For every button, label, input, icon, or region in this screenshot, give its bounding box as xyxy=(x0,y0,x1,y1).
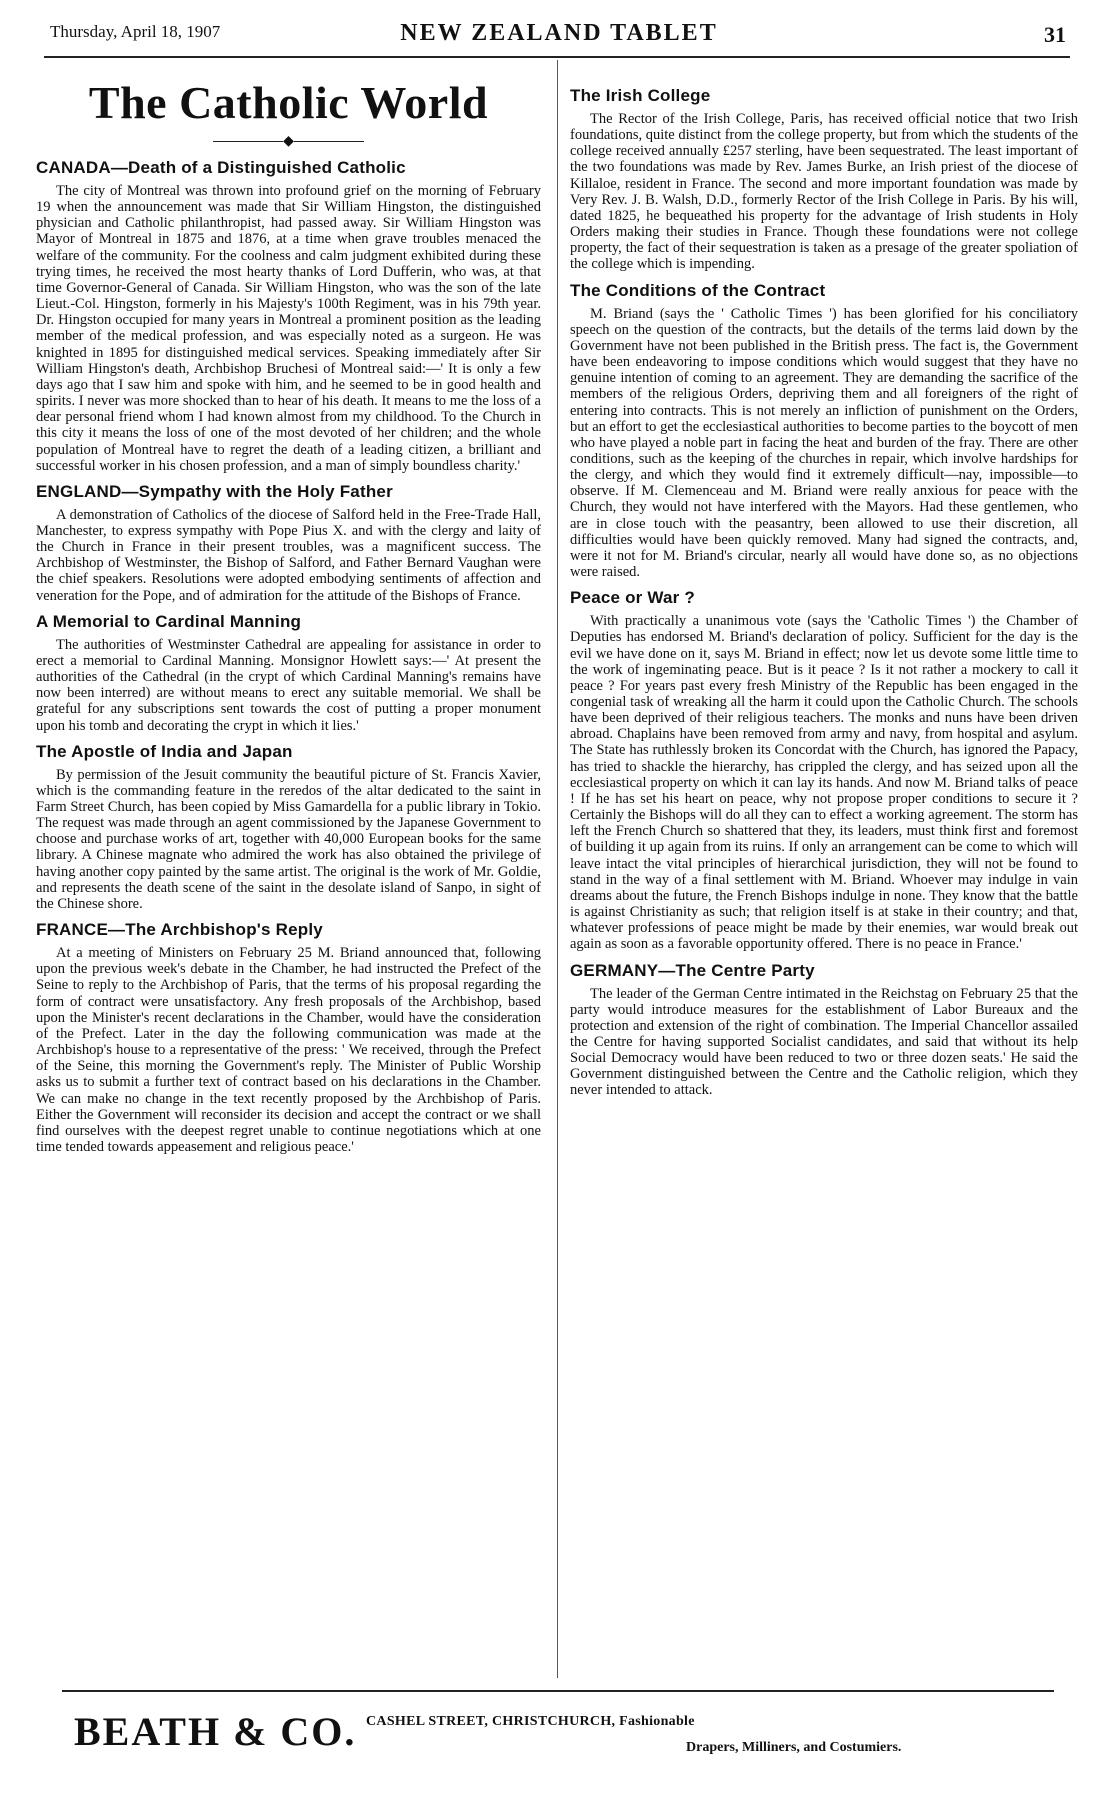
article-body: A demonstration of Catholics of the diocese of Salford held in the Free-Trade Hall, Manchester, to express sympathy with Pope Pius X. and with the clergy and laity of the Church in France in their present troubles, was a magnificent success. The Archbishop of Westminster, the Bishop of Salford, and Father Bernard Vaughan were the chief speakers. Resolutions were adopted embodying sentiments of affection and veneration for the Pope, and of admiration for the attitude of the Bishops of France. xyxy=(36,506,541,604)
article-heading: The Conditions of the Contract xyxy=(570,280,826,300)
article-france xyxy=(36,920,541,1155)
article-body: At a meeting of Ministers on February 25 M. Briand announced that, following upon the previous week's debate in the Chamber, he had instructed the Prefect of the Seine to reply to the Archbishop of Paris, that the terms of his proposal regarding the form of contract were unsatisfactory. Any fresh proposals of the Archbishop, based upon the Minister's recent declarations in the Chamber, would have the consideration of the Prefect. Later in the day the following communication was made at the Archbishop's house to a representative of the press: ' We received, through the Prefect of the Seine, this morning the Government's reply. The Minister of Public Worship asks us to submit a further text of contract based on his declarations in the Chamber. We can make no change in the text recently proposed by the Archbishop of Paris. Either the Government will reconsider its decision and accept the contract or we shall find ourselves with the deepest regret unable to continue negotiations which at one time tended towards appeasement and religious peace.' xyxy=(36,945,541,1155)
article-peace xyxy=(570,588,1078,952)
ornament-divider xyxy=(36,133,541,150)
article-contract xyxy=(570,281,1078,581)
article-heading: ENGLAND—Sympathy with the Holy Father xyxy=(36,481,393,501)
article-body: The Rector of the Irish College, Paris, has received official notice that two Irish foundations, quite distinct from the college property, but from which the students of the college received annually £257 sterling, have been sequestrated. The least important of the two foundations was made by Rev. James Burke, an Irish priest of the diocese of Killaloe, resident in France. The second and more important foundation was made by Very Rev. J. B. Walsh, D.D., formerly Rector of the Irish College in Paris. By his will, dated 1825, he bequeathed his property for the advantage of Irish students in Holy Orders making their studies in France. Though these foundations were not college property, the fact of their sequestration is taken as a presage of the greater spoliation of the college which is impending. xyxy=(570,111,1078,273)
publication-title: NEW ZEALAND TABLET xyxy=(400,20,718,46)
section-masthead: The Catholic World xyxy=(88,77,489,128)
article-irish-college xyxy=(570,86,1078,273)
article-heading: The Apostle of India and Japan xyxy=(36,741,293,761)
right-column xyxy=(570,78,1078,1103)
article-body: M. Briand (says the ' Catholic Times ') has been glorified for his conciliatory speech on the question of the contracts, but the details of the terms laid down by the Government have not been published in the British press. The fact is, the Government have been endeavoring to impose conditions which would suggest that they have no genuine intention of coming to an agreement. They are demanding the sacrifice of the members of the religious Orders, depriving them and all foreigners of the right of entering into contracts. This is not merely an infliction of punishment on the Orders, but an effort to get the ecclesiastical authorities to become parties to the boycott of men who have played a noble part in facing the heat and burden of the fray. There are other conditions, such as the keeping of the churches in repair, which involve hardships for the clergy, and which they would find it extremely difficult—nay, impossible—to observe. If M. Clemenceau and M. Briand were really anxious for peace with the Church, they would not have interfered with the Mayors. Had these gentlemen, who are in close touch with the peasantry, been allowed to use their discretion, all difficulties would have been quickly removed. Many had signed the contracts, and, were it not for M. Briand's circular, nearly all would have done so, as no objections were raised. xyxy=(570,305,1078,581)
advertisement-footer xyxy=(62,1690,1054,1772)
header-rule xyxy=(44,56,1070,58)
article-germany xyxy=(570,961,1078,1099)
article-apostle xyxy=(36,742,541,912)
article-heading: A Memorial to Cardinal Manning xyxy=(36,611,302,631)
article-body: With practically a unanimous vote (says the 'Catholic Times ') the Chamber of Deputies has endorsed M. Briand's declaration of policy. Sufficient for the day is the evil we have done on it, says M. Briand in effect; now let us devote some little time to the work of ingeminating peace. But is it peace ? Is it not rather a mockery to call it peace ? For years past every fresh Ministry of the Republic has been engaged in the congenial task of wreaking all the harm it could upon the Catholic Church. The schools have been deprived of their religious teachers. The monks and nuns have been driven abroad. Chaplains have been removed from army and navy, from hospital and asylum. The State has ruthlessly broken its Concordat with the Church, has ignored the Papacy, has tried to shackle the hierarchy, has crippled the clergy, and has seized upon all the ecclesiastical property on which it can lay its hands. And now M. Briand talks of peace ! If he has set his heart on peace, why not propose proper conditions to secure it ? Certainly the Bishops will do all they can to effect a working agreement. The storm has left the French Church so shattered that they, its leaders, must think first and foremost of building it up again from its ruins. If only an arrangement can be come to which will leave intact the vital principles of hierarchical jurisdiction, they will not be found to stand in the way of a final settlement with M. Briand. Whoever may indulge in vain dreams about the future, the French Bishops indulge in none. They know that the battle is against Christianity as such; that religion itself is at stake in their country; and that, whatever professions of peace might be made by their enemies, war would break out again as soon as a favorable opportunity offered. There is no peace in France.' xyxy=(570,613,1078,953)
article-heading: The Irish College xyxy=(570,86,711,105)
diamond-icon: ◆ xyxy=(283,134,294,149)
running-head xyxy=(44,18,1074,58)
column-divider xyxy=(557,60,558,1678)
article-heading: FRANCE—The Archbishop's Reply xyxy=(36,920,323,940)
article-manning xyxy=(36,612,541,734)
article-body: The authorities of Westminster Cathedral are appealing for assistance in order to erect a memorial to Cardinal Manning. Monsignor Howlett says:—' At present the authorities of the Cathedral (in the crypt of which Cardinal Manning's remains have now been interred) are without means to erect any suitable memorial. We shall be grateful for any subscriptions sent towards the cost of putting a proper monument upon his tomb and decorating the crypt in which it lies.' xyxy=(36,636,541,734)
article-heading: GERMANY—The Centre Party xyxy=(570,960,815,980)
article-heading: CANADA—Death of a Distinguished Catholic xyxy=(36,158,406,177)
article-body: By permission of the Jesuit community the beautiful picture of St. Francis Xavier, which is the commanding feature in the reredos of the altar dedicated to the saint in Farm Street Church, has been copied by Miss Gamardella for a public library in Tokio. The request was made through an agent commissioned by the Japanese Government to choose and purchase works of art, together with 40,000 European books for the same library. A Chinese magnate who admired the work has also obtained the privilege of having another copy painted by the same artist. The original is the work of Mr. Goldie, and represents the death scene of the saint in the desolate island of Sanpo, in sight of the Chinese shore. xyxy=(36,766,541,912)
article-england xyxy=(36,482,541,604)
article-body: The leader of the German Centre intimated in the Reichstag on February 25 that the party would introduce measures for the establishment of Labor Bureaux and the protection and extension of the right of combination. The Imperial Chancellor assailed the Centre for having supported Socialist candidates, and said that without its help Social Democracy would have been reduced to two or three dozen seats.' He said the Government distinguished between the Centre and the Catholic religion, which they never intended to attack. xyxy=(570,985,1078,1099)
left-column xyxy=(36,70,541,1159)
issue-date: Thursday, April 18, 1907 xyxy=(50,22,221,41)
advertiser-name: BEATH & CO. xyxy=(74,1709,357,1754)
page-number: 31 xyxy=(1044,22,1066,47)
advertiser-trade: Drapers, Milliners, and Costumiers. xyxy=(686,1740,902,1755)
article-heading: Peace or War ? xyxy=(570,588,695,608)
article-canada xyxy=(36,158,541,474)
article-body: The city of Montreal was thrown into profound grief on the morning of February 19 when the announcement was made that Sir William Hingston, the distinguished physician and Catholic philanthropist, had passed away. Sir William Hingston was Mayor of Montreal in 1875 and 1876, at a time when grave troubles menaced the welfare of the community. For the coolness and calm judgment exhibited during these trying times, he received the most hearty thanks of Lord Dufferin, who was, at that time Governor-General of Canada. Sir William Hingston, who was the son of the late Lieut.-Col. Hingston, formerly in his Majesty's 100th Regiment, was in his 79th year. Dr. Hingston occupied for many years in Montreal a prominent position as the leading member of the medical profession, and was especially noted as a surgeon. He was knighted in 1895 for distinguished medical services. Speaking immediately after Sir William Hingston's death, Archbishop Bruchesi of Montreal said:—' It is only a few days ago that I saw him and spoke with him, and he seemed to be in good health and spirits. I never was more shocked than to hear of his death. It means to me the loss of a dear personal friend whom I had known almost from my childhood. To the Church in this city it means the loss of one of the most devoted of her children; and the whole population of Montreal have to regret the death of a leading citizen, a brilliant and successful worker in his chosen profession, and a man of simply boundless charity.' xyxy=(36,183,541,474)
advertiser-address: CASHEL STREET, CHRISTCHURCH, Fashionable xyxy=(366,1714,695,1729)
